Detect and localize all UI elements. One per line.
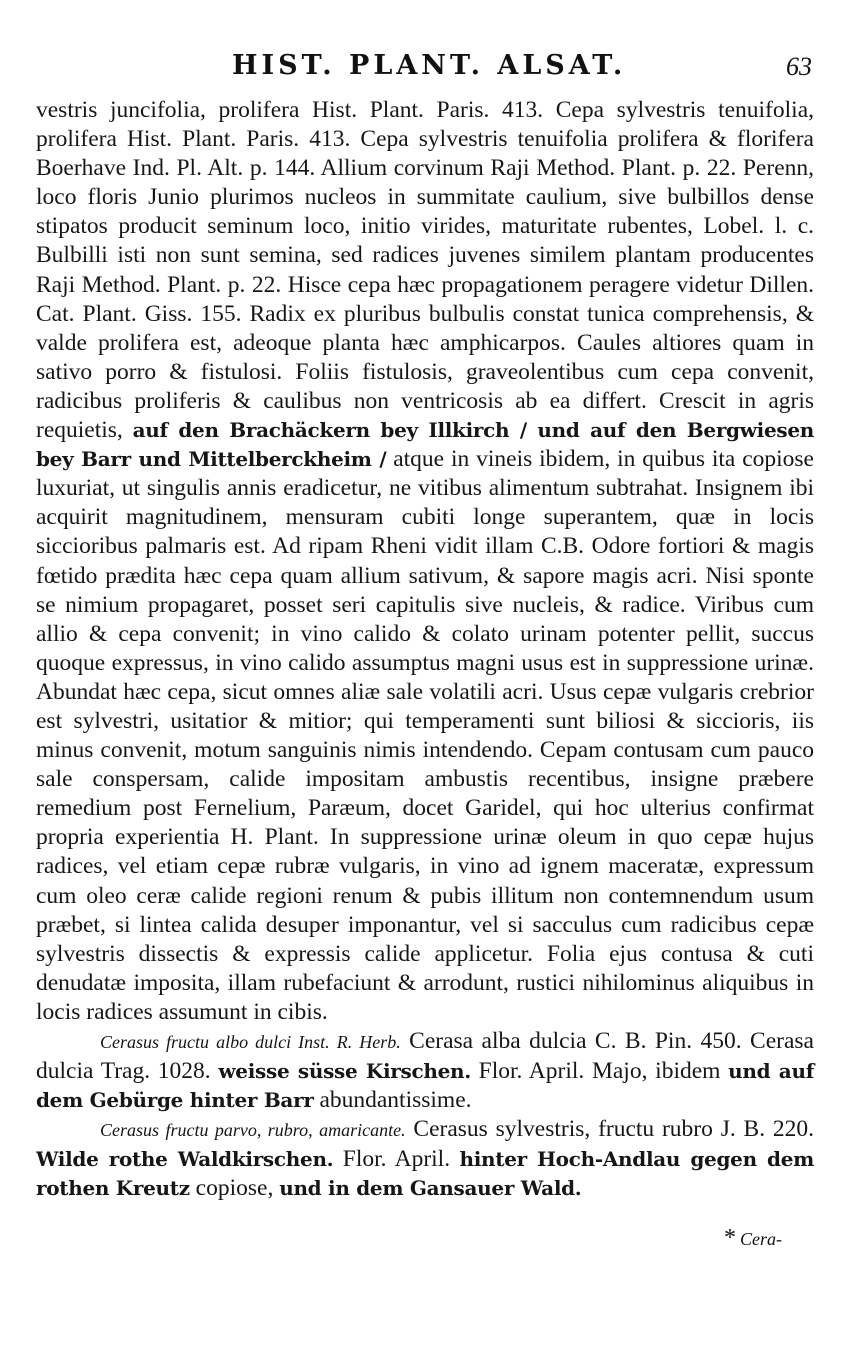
text-span: Flor. April. Majo, ibidem [478, 1058, 721, 1085]
text-span: Flor. April. [342, 1146, 451, 1173]
text-span: atque in vineis ibidem, in quibus ita copiose luxuriat, ut singulis annis eradicetur, ne vitibus alimentum subtrahat. Insignem ibi acquirit magnitudinem, mensuram cubiti longe superantem, quæ in locis siccioribus palmaris est. Ad ripam Rheni vidit illam C.B. Odore fortiori & magis fœtido prædita hæc cepa quam allium sativum, & sapore magis acri. Nisi sponte se nimium propagaret, posset seri capitulis sive nucleis, & radice. Viribus cum allio & cepa convenit; in vino calido & colato urinam potenter pellit, succus quoque expressus, in vino calido assumptus magni usus est in suppressione urinæ. Abundat hæc cepa, sicut omnes aliæ sale volatili acri. Usus cepæ vulgaris crebrior est sylvestri, usitatior & mitior; qui temperamenti sunt biliosi & siccioris, iis minus convenit, motum sanguinis nimis intendendo. Cepam contusam cum pauco sale conspersam, calide impositam ambustis recentibus, insigne præbere remedium post Fernelium, Paræum, docet Garidel, qui hoc ulterius confirmat propria experientia H. Plant. In suppressione urinæ oleum in quo cepæ hujus radices, vel etiam cepæ rubræ vulgaris, in vino ad ignem maceratæ, expressum cum oleo ceræ calide regioni renum & pubis illitum non contemnendum usum præbet, si lintea calida desuper imponantur, vel si sacculus cum radicibus cepæ sylvestris dissectis & expressis calide applicetur. Folia ejus contusa & cuti denudatæ imposita, illam rubefaciunt & arrodunt, rustici nihilominus aliquibus in locis radices assumunt in cibis. [36, 446, 814, 1025]
paragraph-cerasus-albo [36, 1027, 814, 1115]
catchword [724, 1225, 782, 1252]
entry-name: Cerasus fructu parvo, rubro, amaricante. [100, 1120, 406, 1141]
fraktur-common-name: Wilde rothe Waldkirschen. [36, 1147, 334, 1172]
text-span: Cerasus sylvestris, fructu rubro J. B. 220. [413, 1116, 815, 1143]
asterisk-mark: * [724, 1225, 736, 1251]
fraktur-location: und auf dem Gebürge hinter Barr [36, 1059, 815, 1113]
fraktur-location: hinter Hoch-Andlau gegen dem rothen Kreutz [36, 1147, 814, 1201]
fraktur-location: und in dem Gansauer Wald. [279, 1176, 582, 1201]
paragraph-cerasus-rubro [36, 1115, 814, 1203]
paragraph-allium [36, 96, 814, 1027]
fraktur-location: auf den Brachäckern bey Illkirch / und auf den Bergwiesen bey Barr und Mittelberckheim / [36, 418, 815, 472]
page-header [0, 50, 850, 90]
text-span: copiose, [195, 1175, 274, 1202]
text-span: Cerasa alba dulcia C. B. Pin. 450. Cerasa dulcia Trag. 1028. [36, 1028, 814, 1085]
page-number: 63 [786, 52, 812, 81]
body-text [36, 96, 814, 1204]
catchword-text: Cera- [740, 1229, 782, 1249]
running-head: HIST. PLANT. ALSAT. [232, 50, 627, 81]
text-span: abundantissime. [319, 1087, 472, 1114]
fraktur-common-name: weisse süsse Kirschen. [218, 1059, 471, 1084]
entry-name: Cerasus fructu albo dulci Inst. R. Herb. [100, 1032, 401, 1052]
text-span: vestris juncifolia, prolifera Hist. Plant. Paris. 413. Cepa sylvestris tenuifolia, prolifera Hist. Plant. Paris. 413. Cepa sylvestris tenuifolia prolifera & florifera Boerhave Ind. Pl. Alt. p. 144. Allium corvinum Raji Method. Plant. p. 22. Perenn, loco floris Junio plurimos nucleos in summitate caulium, sive bulbillos dense stipatos producit seminum loco, initio virides, maturitate rubentes, Lobel. l. c. Bulbilli isti non sunt semina, sed radices juvenes similem plantam producentes Raji Method. Plant. p. 22. Hisce cepa hæc propagationem peragere videtur Dillen. Cat. Plant. Giss. 155. Radix ex pluribus bulbulis constat tunica comprehensis, & valde prolifera est, adeoque planta hæc amphicarpos. Caules altiores quam in sativo porro & fistulosi. Foliis fistulosis, graveolentibus cum cepa convenit, radicibus proliferis & caulibus non ventricosis ab ea differt. Crescit in agris requietis, [36, 97, 814, 444]
